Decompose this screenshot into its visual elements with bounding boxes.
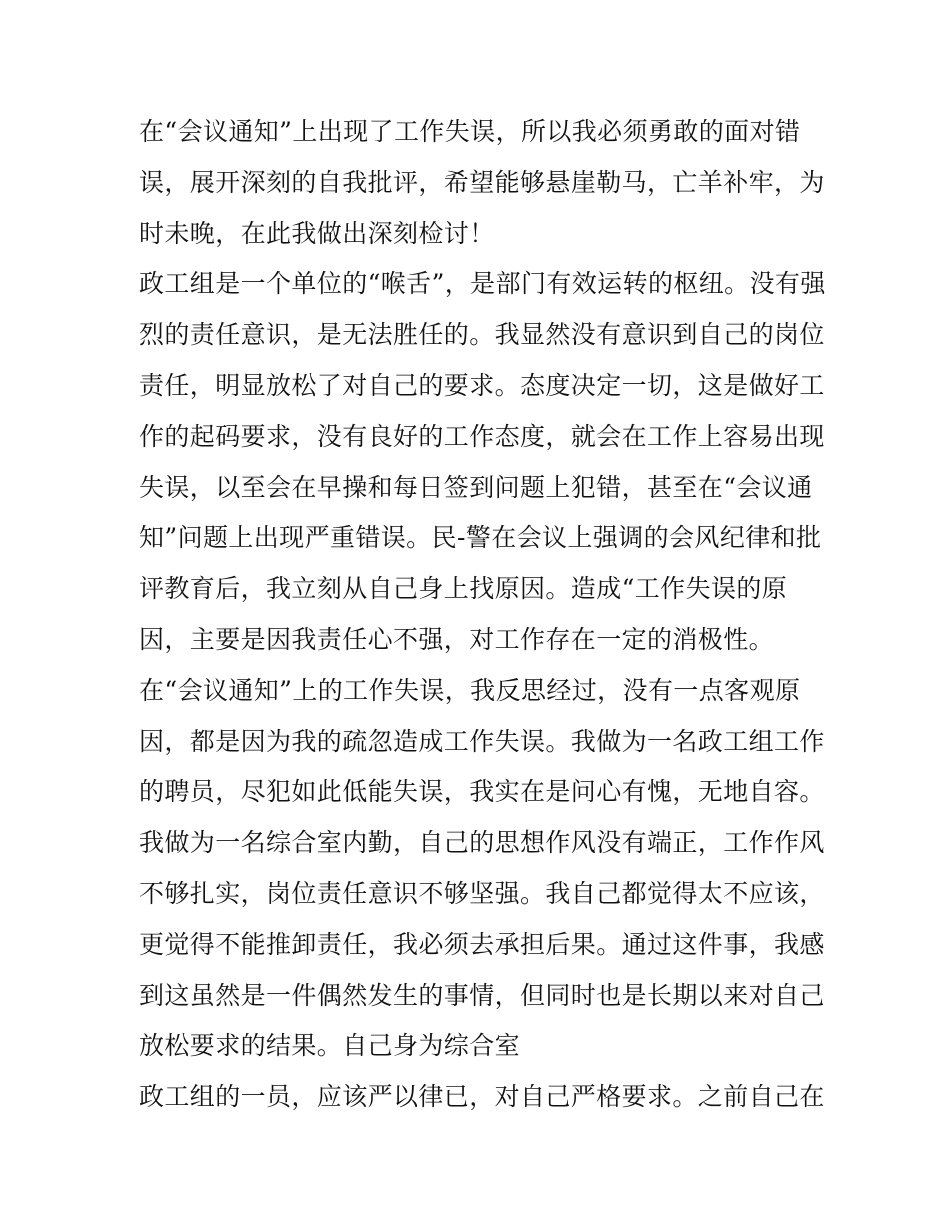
text-line-7: 作的起码要求，没有良好的工作态度，就会在工作上容易出现 xyxy=(139,421,825,451)
text-line-17: 更觉得不能推卸责任，我必须去承担后果。通过这件事，我感 xyxy=(139,929,825,959)
text-line-9: 知”问题上出现严重错误。民-警在会议上强调的会风纪律和批 xyxy=(139,523,822,553)
text-line-18: 到这虽然是一件偶然发生的事情，但同时也是长期以来对自己 xyxy=(139,980,825,1010)
text-line-20: 政工组的一员，应该严以律已，对自己严格要求。之前自己在 xyxy=(139,1082,825,1112)
text-line-15: 我做为一名综合室内勤，自己的思想作风没有端正，工作作风 xyxy=(139,828,825,858)
text-line-12: 在“会议通知”上的工作失误，我反思经过，没有一点客观原 xyxy=(139,675,801,705)
text-line-16: 不够扎实，岗位责任意识不够坚强。我自己都觉得太不应该， xyxy=(139,878,825,908)
text-line-8: 失误，以至会在早操和每日签到问题上犯错，甚至在“会议通 xyxy=(139,472,813,502)
text-line-11: 因，主要是因我责任心不强，对工作存在一定的消极性。 xyxy=(139,624,775,654)
text-line-4: 政工组是一个单位的“喉舌”，是部门有效运转的枢纽。没有强 xyxy=(139,269,826,299)
text-line-1: 在“会议通知”上出现了工作失误，所以我必须勇敢的面对错 xyxy=(139,117,801,146)
text-line-5: 烈的责任意识，是无法胜任的。我显然没有意识到自己的岗位 xyxy=(139,320,825,350)
text-line-13: 因，都是因为我的疏忽造成工作失误。我做为一名政工组工作 xyxy=(139,726,825,756)
text-line-10: 评教育后，我立刻从自己身上找原因。造成“工作失误的原 xyxy=(139,574,788,604)
body-text xyxy=(139,107,829,1123)
text-line-3: 时未晚，在此我做出深刻检讨！ xyxy=(139,218,495,248)
text-line-19: 放松要求的结果。自己身为综合室 xyxy=(139,1031,521,1061)
text-line-2: 误，展开深刻的自我批评，希望能够悬崖勒马，亡羊补牢，为 xyxy=(139,167,825,197)
text-line-6: 责任，明显放松了对自己的要求。态度决定一切，这是做好工 xyxy=(139,370,825,400)
text-line-14: 的聘员，尽犯如此低能失误，我实在是问心有愧，无地自容。 xyxy=(139,777,825,807)
